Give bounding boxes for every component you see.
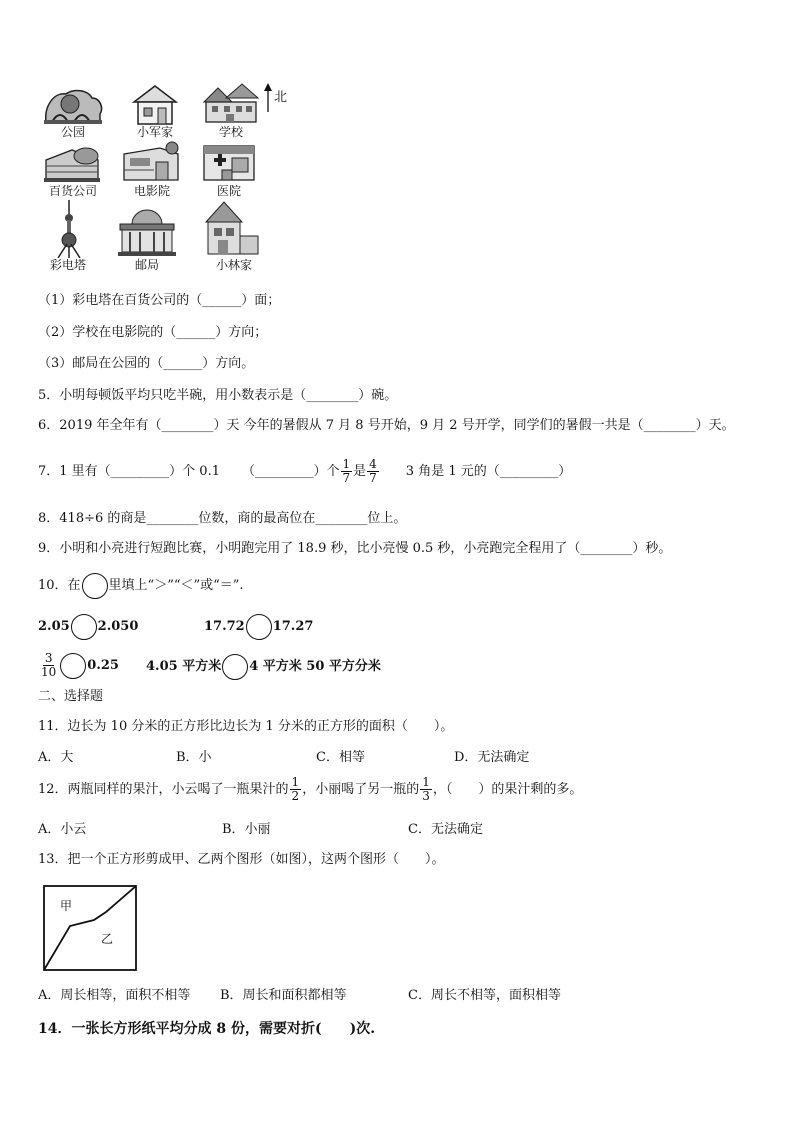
q7-part2: （_________）个 <box>241 463 340 479</box>
place-label: 邮局 <box>134 258 159 272</box>
label-jia: 甲 <box>60 899 73 913</box>
question-4-1: （1）彩电塔在百货公司的（______）面； <box>38 293 281 308</box>
option-a[interactable]: A．小云 <box>38 822 87 837</box>
place-label: 学校 <box>218 125 243 139</box>
compare-2: 17.72 17.27 <box>204 614 313 640</box>
post-office-icon <box>116 204 178 256</box>
question-5: 5．小明每顿饭平均只吃半碗，用小数表示是（________）碗。 <box>38 388 398 403</box>
question-4-2: （2）学校在电影院的（______）方向； <box>38 325 268 340</box>
question-11: 11．边长为 10 分米的正方形比边长为 1 分米的正方形的面积（ ）。 <box>38 719 454 734</box>
compare-4: 4.05 平方米 4 平方米 50 平方分米 <box>146 654 381 680</box>
option-b[interactable]: B．周长和面积都相等 <box>220 988 347 1003</box>
fraction: $\frac{4}{7}$ <box>369 457 377 485</box>
fraction: $\frac{1}{7}$ <box>342 457 351 485</box>
place-label: 百货公司 <box>48 184 97 198</box>
answer-circle[interactable] <box>82 573 108 599</box>
option-d[interactable]: D．无法确定 <box>454 750 530 765</box>
answer-circle[interactable] <box>71 614 97 640</box>
house-icon <box>130 82 180 126</box>
hospital-icon <box>200 140 258 184</box>
section-heading: 二、选择题 <box>38 689 104 704</box>
compare-1: 2.05 2.050 <box>38 614 138 640</box>
question-6: 6．2019 年全年有（________）天 今年的暑假从 7 月 8 号开始，9 月 2 号开学，同学们的暑假一共是（________）天。 <box>38 418 735 433</box>
park-icon <box>40 84 106 126</box>
north-arrow-icon <box>262 82 274 112</box>
option-c[interactable]: C．相等 <box>316 750 365 765</box>
tv-tower-icon <box>52 200 86 258</box>
place-label: 电影院 <box>133 184 170 198</box>
question-10: 10．在 里填上“＞”“＜”或“＝”. <box>38 573 244 599</box>
place-label: 医院 <box>216 184 241 198</box>
answer-circle[interactable] <box>246 614 272 640</box>
fraction: $\frac{1}{2}$ <box>291 775 300 803</box>
place-label: 小林家 <box>215 258 252 272</box>
house-icon <box>200 198 262 258</box>
department-store-icon <box>42 142 102 184</box>
question-4-3: （3）邮局在公园的（______）方向。 <box>38 356 255 371</box>
option-a[interactable]: A．大 <box>38 750 74 765</box>
place-label: 彩电塔 <box>49 258 86 272</box>
question-12: 12．两瓶同样的果汁，小云喝了一瓶果汁的 $\frac{1}{2}$ ，小丽喝了另一瓶的 $\frac{1}{3}$ ，（ ）的果汁剩的多。 <box>38 775 583 803</box>
label-yi: 乙 <box>101 932 114 946</box>
fraction: $\frac{3}{10}$ <box>41 651 57 679</box>
north-label: 北 <box>274 90 288 105</box>
place-label: 小军家 <box>136 125 173 139</box>
place-label: 公园 <box>60 125 85 139</box>
option-b[interactable]: B．小丽 <box>222 822 271 837</box>
question-7 <box>38 458 571 485</box>
q7-part1: 7．1 里有（_________）个 0.1 <box>38 463 220 479</box>
question-13: 13．把一个正方形剪成甲、乙两个图形（如图），这两个图形（ ）。 <box>38 852 445 867</box>
compare-3: $\frac{3}{10}$ 0.25 <box>41 651 119 679</box>
question-9: 9．小明和小亮进行短跑比赛，小明跑完用了 18.9 秒，比小亮慢 0.5 秒，小亮跑完全程用了（________）秒。 <box>38 541 672 556</box>
q7-part3: 3 角是 1 元的（_________） <box>405 463 572 479</box>
square-cut-figure <box>42 884 138 972</box>
answer-circle[interactable] <box>222 654 248 680</box>
option-a[interactable]: A．周长相等，面积不相等 <box>38 988 191 1003</box>
cinema-icon <box>120 140 182 184</box>
school-icon <box>198 80 262 126</box>
q7-mid: 是 <box>353 463 367 479</box>
question-14: 14．一张长方形纸平均分成 8 份，需要对折( )次. <box>38 1021 376 1037</box>
option-b[interactable]: B．小 <box>176 750 212 765</box>
question-8: 8．418÷6 的商是________位数，商的最高位在________位上。 <box>38 511 407 526</box>
fraction: $\frac{1}{3}$ <box>422 775 430 803</box>
option-c[interactable]: C．无法确定 <box>408 822 483 837</box>
answer-circle[interactable] <box>60 653 86 679</box>
option-c[interactable]: C．周长不相等，面积相等 <box>408 988 561 1003</box>
